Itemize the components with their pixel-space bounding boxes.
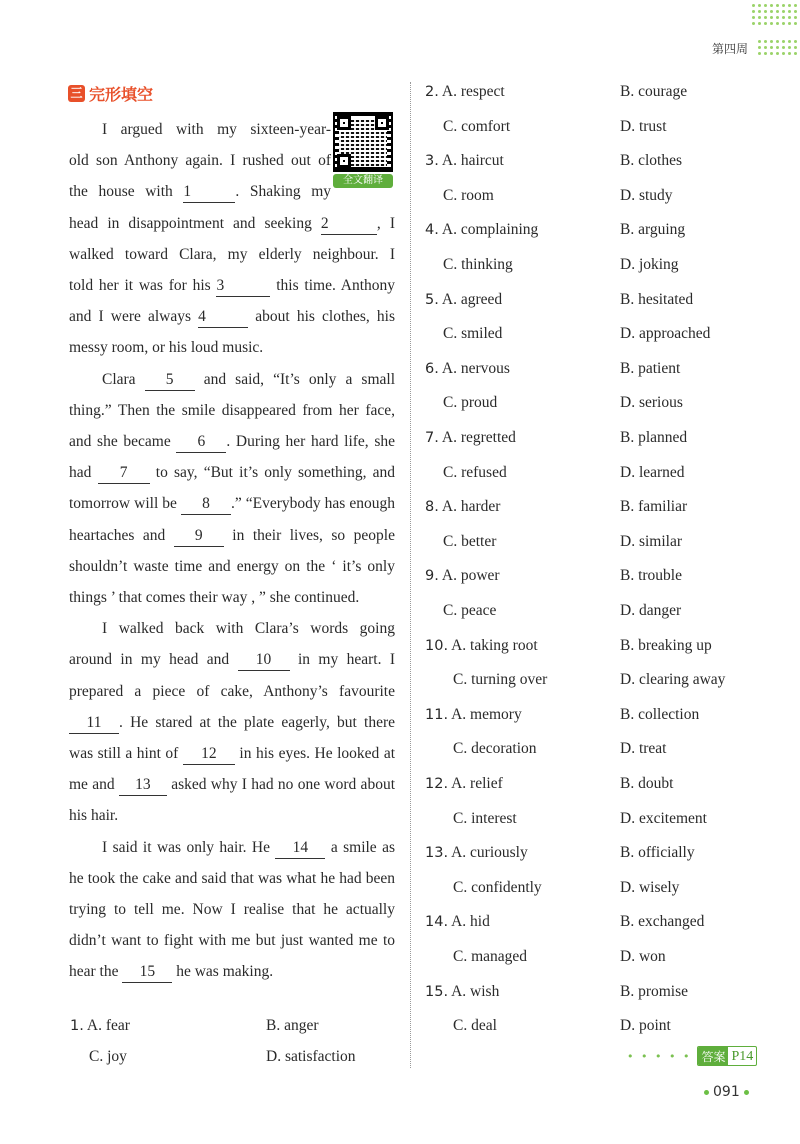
question-number: 14. — [425, 914, 449, 931]
question-number: 13. — [425, 845, 449, 862]
question-15-option-c[interactable]: C. deal — [453, 1017, 497, 1035]
question-number: 8. — [425, 499, 439, 516]
section-title — [68, 82, 153, 105]
week-label: 第四周 — [712, 42, 749, 56]
blank-13: 13 — [119, 775, 167, 796]
question-number: 7. — [425, 430, 439, 446]
passage-line: and I were always 4 about his clothes, his — [69, 301, 395, 332]
dot-icon — [704, 1090, 709, 1095]
question-9-option-a[interactable]: 9. A. power — [425, 567, 500, 585]
question-8-option-a[interactable]: 8. A. harder — [425, 498, 501, 516]
question-15-option-d[interactable]: D. point — [620, 1017, 671, 1035]
question-number: 10. — [425, 637, 449, 654]
question-4-option-d[interactable]: D. joking — [620, 256, 679, 273]
question-8-option-c[interactable]: C. better — [443, 532, 497, 550]
question-5-option-c[interactable]: C. smiled — [443, 325, 503, 343]
question-13-option-c[interactable]: C. confidently — [453, 878, 542, 896]
passage-line: head in disappointment and seeking 2 , I — [69, 208, 395, 239]
passage-line: old son Anthony again. I rushed out of — [69, 152, 331, 170]
question-7-option-b[interactable]: B. planned — [620, 429, 688, 446]
blank-1: 1 — [183, 182, 235, 203]
blank-10: 10 — [238, 650, 290, 671]
question-10-option-a[interactable]: 10. A. taking root — [425, 636, 538, 654]
decorative-dot-grid — [752, 4, 800, 30]
question-number: 2. — [425, 84, 439, 100]
question-13-option-d[interactable]: D. wisely — [620, 878, 680, 896]
question-14-option-a[interactable]: 14. A. hid — [425, 913, 490, 931]
question-6-option-d[interactable]: D. serious — [620, 394, 683, 412]
question-5-option-a[interactable]: 5. A. agreed — [425, 290, 503, 308]
question-4-option-a[interactable]: 4. A. complaining — [425, 221, 539, 239]
answer-dots: • • • • • — [627, 1049, 692, 1063]
question-4-option-b[interactable]: B. arguing — [620, 221, 686, 239]
blank-4: 4 — [198, 307, 248, 328]
passage-line: told her it was for his 3 this time. Anthony — [69, 270, 395, 301]
answer-tag — [697, 1046, 757, 1066]
answer-reference — [627, 1046, 757, 1066]
cloze-passage — [69, 114, 395, 988]
question-number: 1. — [70, 1018, 84, 1034]
question-12-option-c[interactable]: C. interest — [453, 809, 517, 827]
question-3-option-c[interactable]: C. room — [443, 186, 494, 204]
question-14-option-c[interactable]: C. managed — [453, 948, 528, 965]
question-3-option-b[interactable]: B. clothes — [620, 152, 682, 170]
question-10-option-c[interactable]: C. turning over — [453, 671, 548, 689]
passage-line: I argued with my sixteen-year- — [102, 121, 331, 138]
dot-icon — [744, 1090, 749, 1095]
question-number: 4. — [425, 222, 439, 239]
blank-14: 14 — [275, 838, 325, 859]
question-8-option-b[interactable]: B. familiar — [620, 498, 688, 516]
question-11-option-d[interactable]: D. treat — [620, 740, 667, 758]
question-11-option-c[interactable]: C. decoration — [453, 740, 537, 758]
question-14-option-d[interactable]: D. won — [620, 948, 666, 965]
paragraph-4: I said it was only hair. He 14 a smile as he took the cake and said that was what he had been trying to tell me. Now I realise that he actually didn’t want to fight with me but just wanted me to hear the 15 he was making. — [69, 832, 395, 988]
question-6-option-c[interactable]: C. proud — [443, 394, 498, 412]
column-divider — [410, 82, 411, 1068]
answer-label: 答案 — [698, 1047, 728, 1065]
question-5-option-d[interactable]: D. approached — [620, 325, 711, 343]
question-2-option-c[interactable]: C. comfort — [443, 117, 511, 135]
question-8-option-d[interactable]: D. similar — [620, 532, 682, 550]
question-number: 12. — [425, 776, 449, 792]
question-6-option-a[interactable]: 6. A. nervous — [425, 359, 510, 377]
blank-2: 2 — [321, 214, 377, 235]
question-1-option-b[interactable]: B. anger — [266, 1017, 319, 1034]
question-9-option-d[interactable]: D. danger — [620, 602, 682, 619]
blank-15: 15 — [122, 962, 172, 983]
paragraph-3: I walked back with Clara’s words going around in my head and 10 in my heart. I prepared a piece of cake, Anthony’s favourite 11 . He stared at the plate eagerly, but there was still a hint of 12 in his eyes. He looked at me and 13 asked why I had no one word about his hair. — [69, 620, 396, 825]
question-number: 6. — [425, 360, 439, 377]
question-number: 9. — [425, 568, 439, 585]
question-number: 3. — [425, 153, 439, 170]
question-9-option-b[interactable]: B. trouble — [620, 567, 682, 585]
question-12-option-d[interactable]: D. excitement — [620, 809, 707, 827]
blank-7: 7 — [98, 463, 150, 484]
question-3-option-d[interactable]: D. study — [620, 186, 673, 204]
question-10-option-b[interactable]: B. breaking up — [620, 636, 712, 654]
question-12-option-b[interactable]: B. doubt — [620, 775, 674, 792]
question-1-option-d[interactable]: D. satisfaction — [266, 1048, 356, 1065]
question-1-option-c[interactable]: C. joy — [89, 1048, 127, 1065]
question-15-option-b[interactable]: B. promise — [620, 982, 689, 1000]
blank-5: 5 — [145, 370, 195, 391]
question-number: 15. — [425, 983, 449, 1000]
passage-line: the house with 1 . Shaking my — [69, 176, 331, 207]
blank-8: 8 — [181, 494, 231, 515]
blank-9: 9 — [174, 526, 224, 547]
page-number — [700, 1084, 753, 1100]
question-number: 5. — [425, 291, 439, 308]
question-13-option-a[interactable]: 13. A. curiously — [425, 844, 528, 862]
decorative-dot-grid — [758, 40, 800, 60]
blank-6: 6 — [176, 432, 226, 453]
paragraph-1 — [69, 114, 395, 364]
answer-page: P14 — [731, 1049, 754, 1064]
question-11-option-b[interactable]: B. collection — [620, 705, 700, 723]
blank-12: 12 — [183, 744, 235, 765]
section-title-text: 完形填空 — [89, 85, 154, 104]
question-9-option-c[interactable]: C. peace — [443, 602, 497, 619]
question-5-option-b[interactable]: B. hesitated — [620, 290, 694, 308]
blank-3: 3 — [216, 276, 270, 297]
question-2-option-d[interactable]: D. trust — [620, 117, 667, 135]
paragraph-2: Clara 5 and said, “It’s only a small thing.” Then the smile disappeared from her face, and she became 6 . During her hard life, she had 7 to say, “But it’s only something, and tomorrow will be 8 .” “Everybody has enough heartaches and 9 in their lives, so people shouldn’t waste time and energy on the ‘ it’s only things ’ that comes their way , ” she continued. — [69, 370, 396, 607]
question-2-option-a[interactable]: 2. A. respect — [425, 83, 505, 100]
question-14-option-b[interactable]: B. exchanged — [620, 913, 705, 931]
passage-line: walked toward Clara, my elderly neighbour. I — [69, 245, 395, 263]
question-7-option-d[interactable]: D. learned — [620, 463, 685, 481]
question-3-option-a[interactable]: 3. A. haircut — [425, 152, 504, 170]
question-4-option-c[interactable]: C. thinking — [443, 256, 513, 273]
section-number-icon: 三 — [68, 85, 85, 102]
qr-label: 全文翻译 — [333, 174, 393, 188]
question-11-option-a[interactable]: 11. A. memory — [425, 705, 522, 723]
question-2-option-b[interactable]: B. courage — [620, 83, 688, 100]
question-6-option-b[interactable]: B. patient — [620, 359, 681, 377]
page-number-text: 091 — [713, 1084, 740, 1100]
question-10-option-d[interactable]: D. clearing away — [620, 671, 726, 689]
question-number: 11. — [425, 706, 449, 723]
blank-11: 11 — [69, 713, 119, 734]
question-13-option-b[interactable]: B. officially — [620, 844, 695, 862]
passage-line: messy room, or his loud music. — [69, 339, 264, 357]
question-15-option-a[interactable]: 15. A. wish — [425, 982, 500, 1000]
question-7-option-c[interactable]: C. refused — [443, 463, 507, 481]
question-1-option-a[interactable]: 1. A. fear — [70, 1017, 130, 1034]
question-7-option-a[interactable]: 7. A. regretted — [425, 429, 516, 446]
question-12-option-a[interactable]: 12. A. relief — [425, 775, 503, 792]
